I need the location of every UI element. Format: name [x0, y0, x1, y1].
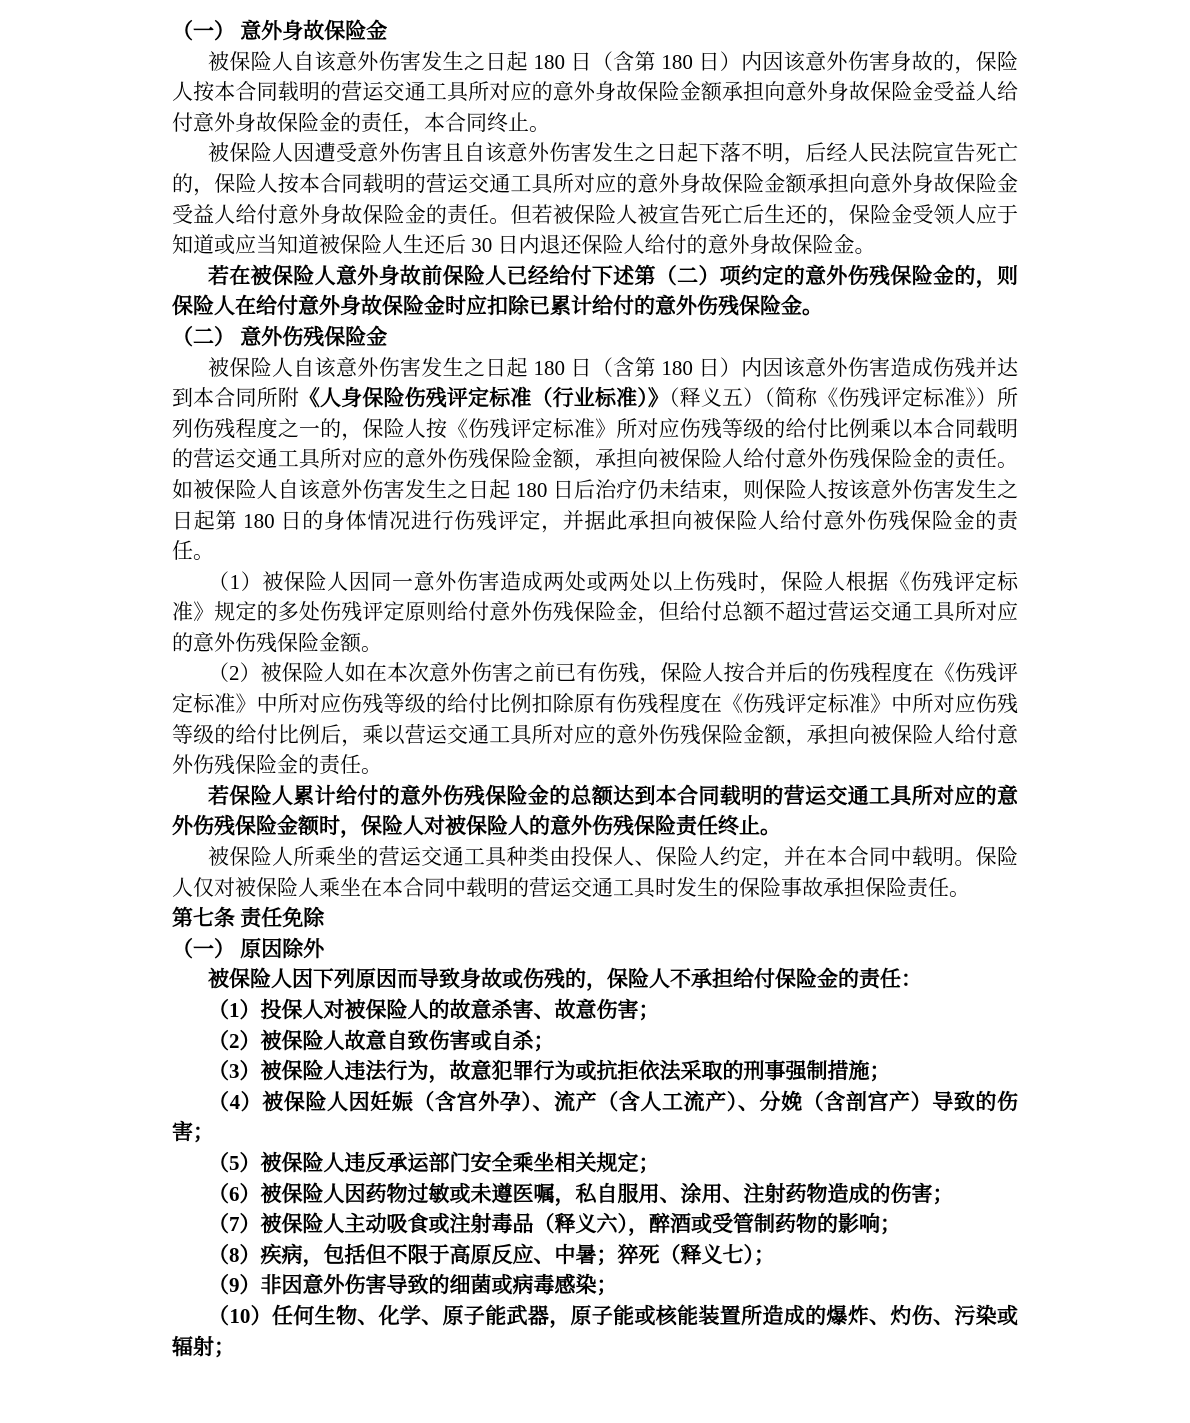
text-run: （一） 原因除外: [172, 936, 325, 961]
text-run: （1）被保险人因同一意外伤害造成两处或两处以上伤残时，保险人根据《伤残评定标准》规定的多处伤残评定原则给付意外伤残保险金，但给付总额不超过营运交通工具所对应的意外伤残保险金额。: [172, 569, 1018, 655]
paragraph-death-benefit-1: [172, 47, 1018, 139]
paragraph-disability-benefit-1: [172, 353, 1018, 567]
text-run: （3）被保险人违法行为，故意犯罪行为或抗拒依法采取的刑事强制措施；: [208, 1059, 891, 1084]
paragraph-disability-preexisting: [172, 658, 1018, 780]
paragraph-death-benefit-2: [172, 138, 1018, 260]
text-run: （二） 意外伤残保险金: [172, 324, 388, 349]
text-run: （10）任何生物、化学、原子能武器，原子能或核能装置所造成的爆炸、灼伤、污染或辐射；: [172, 1303, 1018, 1359]
exclusion-item-3: [172, 1056, 1018, 1087]
text-run: （7）被保险人主动吸食或注射毒品（释义六），醉酒或受管制药物的影响；: [208, 1212, 901, 1237]
heading-article-7-exclusions: [172, 903, 1018, 934]
heading-accidental-disability-benefit: [172, 322, 1018, 353]
text-run: 被保险人自该意外伤害发生之日起 180 日（含第 180 日）内因该意外伤害造成伤残并达到本合同所附: [172, 355, 1018, 411]
text-run: （6）被保险人因药物过敏或未遵医嘱，私自服用、涂用、注射药物造成的伤害；: [208, 1181, 954, 1206]
text-run: （一） 意外身故保险金: [172, 19, 388, 43]
text-run: （2）被保险人故意自致伤害或自杀；: [208, 1028, 555, 1053]
exclusion-item-9: [172, 1270, 1018, 1301]
text-run: （2）被保险人如在本次意外伤害之前已有伤残，保险人按合并后的伤残程度在《伤残评定标准》中所对应伤残等级的给付比例扣除原有伤残程度在《伤残评定标准》中所对应伤残等级的给付比例后，乘以营运交通工具所对应的意外伤残保险金额，承担向被保险人给付意外伤残保险金的责任。: [172, 661, 1018, 778]
exclusion-item-6: [172, 1179, 1018, 1210]
exclusion-item-4: [172, 1087, 1018, 1148]
text-run: （1）投保人对被保险人的故意杀害、故意伤害；: [208, 998, 660, 1022]
paragraph-death-benefit-deduction: [172, 261, 1018, 322]
text-run: （8）疾病，包括但不限于高原反应、中暑；猝死（释义七）；: [208, 1242, 775, 1267]
paragraph-exclusions-intro: [172, 964, 1018, 995]
heading-accidental-death-benefit: [172, 16, 1018, 47]
text-run: 被保险人因遭受意外伤害且自该意外伤害发生之日起下落不明，后经人民法院宣告死亡的，保险人按本合同载明的营运交通工具所对应的意外身故保险金额承担向意外身故保险金受益人给付意外身故保险金的责任。但若被保险人被宣告死亡后生还的，保险金受领人应于知道或应当知道被保险人生还后 30 日内退还保险人给付的意外身故保险金。: [172, 141, 1018, 258]
paragraph-disability-multiple: [172, 567, 1018, 659]
exclusion-item-5: [172, 1148, 1018, 1179]
text-run: 若保险人累计给付的意外伤残保险金的总额达到本合同载明的营运交通工具所对应的意外伤残保险金额时，保险人对被保险人的意外伤残保险责任终止。: [172, 783, 1018, 839]
text-run: 《人身保险伤残评定标准（行业标准）》: [298, 386, 670, 411]
text-run: 若在被保险人意外身故前保险人已经给付下述第（二）项约定的意外伤残保险金的，则保险人在给付意外身故保险金时应扣除已累计给付的意外伤残保险金。: [172, 263, 1018, 319]
text-run: 被保险人所乘坐的营运交通工具种类由投保人、保险人约定，并在本合同中载明。保险人仅对被保险人乘坐在本合同中载明的营运交通工具时发生的保险事故承担保险责任。: [172, 845, 1018, 900]
text-run: （5）被保险人违反承运部门安全乘坐相关规定；: [208, 1150, 660, 1175]
exclusion-item-10: [172, 1301, 1018, 1362]
exclusion-item-2: [172, 1026, 1018, 1057]
text-run: 被保险人因下列原因而导致身故或伤残的，保险人不承担给付保险金的责任：: [208, 967, 922, 992]
text-run: 被保险人自该意外伤害发生之日起 180 日（含第 180 日）内因该意外伤害身故的，保险人按本合同载明的营运交通工具所对应的意外身故保险金额承担向意外身故保险金受益人给付意外身故保险金的责任，本合同终止。: [172, 49, 1018, 135]
paragraph-transport-agreement: [172, 842, 1018, 903]
text-run: （9）非因意外伤害导致的细菌或病毒感染；: [208, 1273, 618, 1298]
exclusion-item-8: [172, 1240, 1018, 1271]
text-run: （释义五）（简称《伤残评定标准》）所列伤残程度之一的，保险人按《伤残评定标准》所对应伤残等级的给付比例乘以本合同载明的营运交通工具所对应的意外伤残保险金额，承担向被保险人给付意外伤残保险金的责任。如被保险人自该意外伤害发生之日起 180 日后治疗仍未结束，则保险人按该意外伤害发生之日起第 180 日的身体情况进行伤残评定，并据此承担向被保险人给付意外伤残保险金的责任。: [172, 386, 1019, 564]
text-run: （4）被保险人因妊娠（含宫外孕）、流产（含人工流产）、分娩（含剖宫产）导致的伤害；: [172, 1089, 1018, 1145]
heading-cause-exclusions: [172, 934, 1018, 965]
exclusion-item-7: [172, 1209, 1018, 1240]
text-run: 第七条 责任免除: [172, 906, 325, 931]
exclusion-item-1: [172, 995, 1018, 1026]
paragraph-disability-limit: [172, 781, 1018, 842]
document-body: [172, 16, 1018, 1362]
